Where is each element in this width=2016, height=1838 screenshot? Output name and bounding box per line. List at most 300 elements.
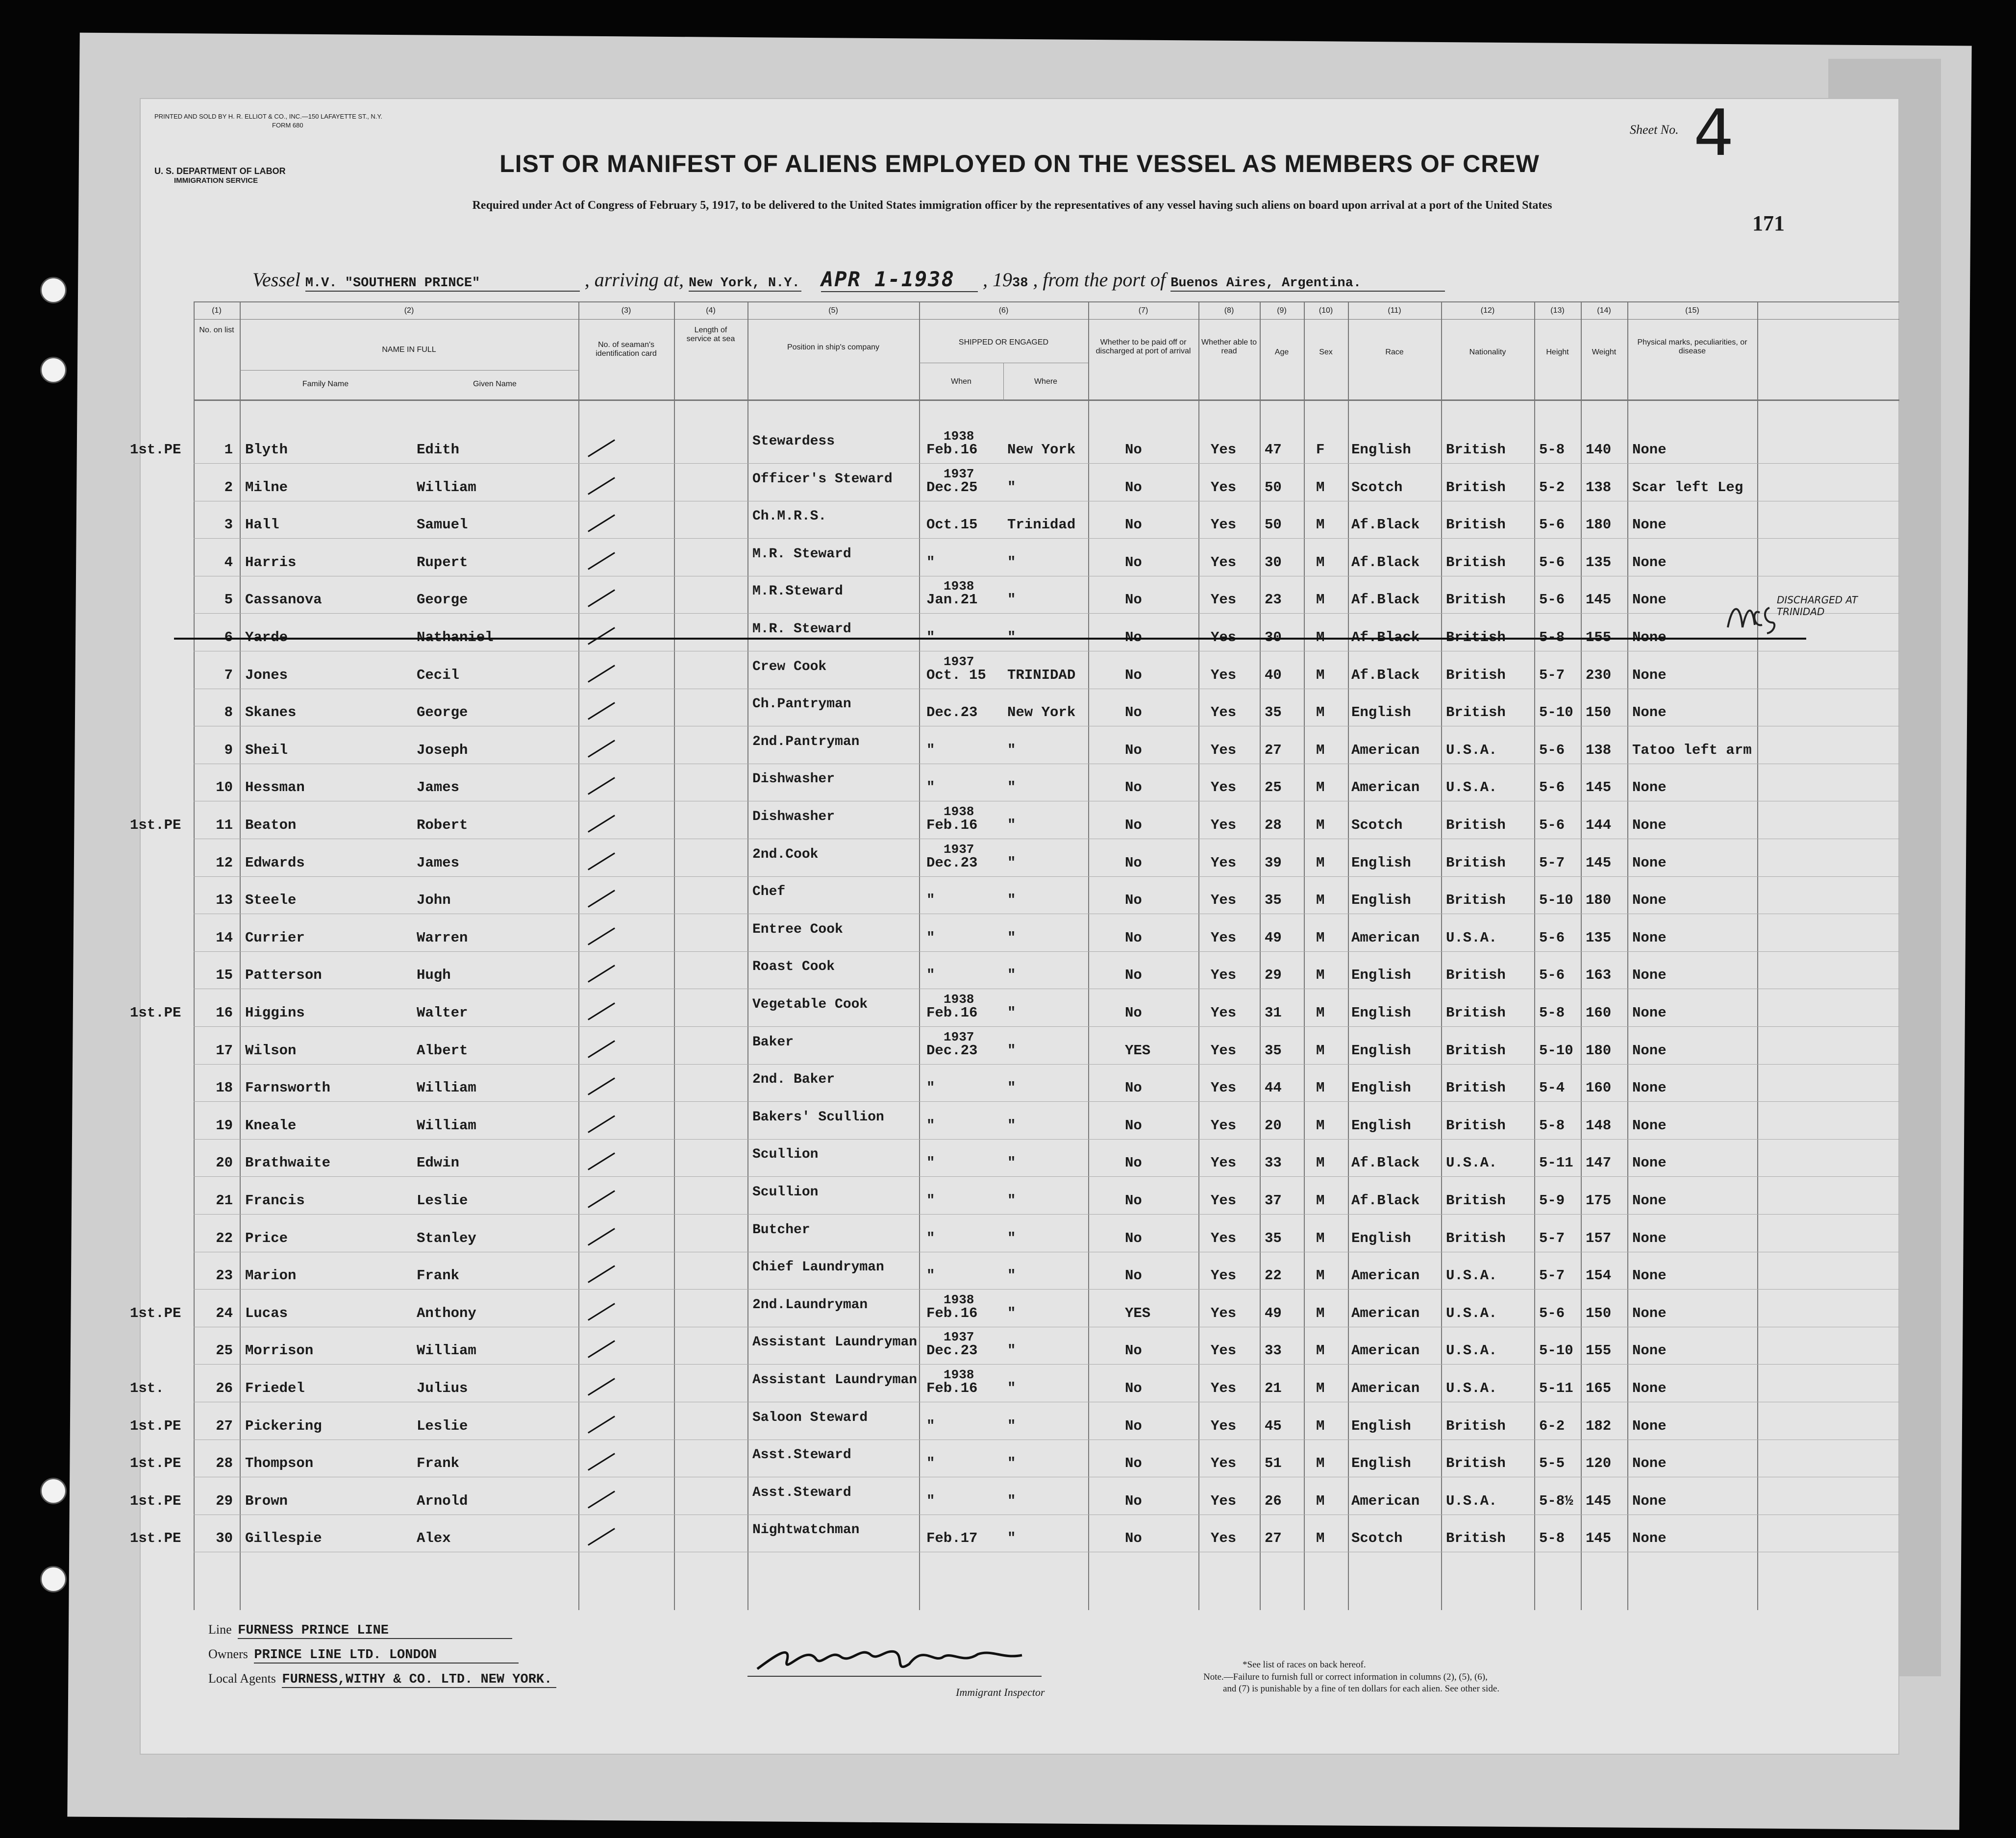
cell-position: Scullion bbox=[752, 1147, 819, 1163]
cell-nat: British bbox=[1446, 667, 1506, 683]
binder-hole bbox=[40, 1566, 67, 1592]
cell-family: Hessman bbox=[245, 779, 305, 796]
footer-line bbox=[208, 1622, 512, 1639]
cell-mark: 1st. bbox=[130, 1380, 164, 1396]
cell-where: " bbox=[1007, 592, 1016, 608]
cell-read: Yes bbox=[1211, 1117, 1237, 1134]
cell-where: New York bbox=[1007, 442, 1076, 458]
cell-family: Lucas bbox=[245, 1305, 288, 1321]
cell-family: Marion bbox=[245, 1267, 297, 1284]
cell-sex: M bbox=[1316, 854, 1325, 871]
check-tick bbox=[588, 1002, 615, 1020]
col-num: (1) bbox=[212, 306, 222, 315]
cell-nat: British bbox=[1446, 892, 1506, 909]
cell-sex: M bbox=[1316, 1042, 1325, 1059]
check-tick bbox=[588, 702, 615, 720]
cell-family: Sheil bbox=[245, 742, 288, 758]
cell-sex: M bbox=[1316, 1455, 1325, 1472]
col-num: (2) bbox=[404, 306, 414, 315]
cell-age: 35 bbox=[1265, 1042, 1282, 1059]
cell-position: Scullion bbox=[752, 1185, 819, 1200]
cell-nat: U.S.A. bbox=[1446, 1492, 1497, 1509]
cell-where: " bbox=[1007, 854, 1016, 871]
cell-read: Yes bbox=[1211, 929, 1237, 946]
cell-where: " bbox=[1007, 1380, 1016, 1396]
cell-nat: British bbox=[1446, 1230, 1506, 1246]
cell-paid: No bbox=[1125, 1380, 1142, 1396]
cell-no: 5 bbox=[224, 592, 233, 608]
cell-age: 40 bbox=[1265, 667, 1282, 683]
cell-paid: No bbox=[1125, 667, 1142, 683]
cell-no: 21 bbox=[216, 1192, 233, 1209]
cell-race: English bbox=[1351, 854, 1411, 871]
cell-age: 33 bbox=[1265, 1155, 1282, 1171]
cell-height: 5-7 bbox=[1539, 1230, 1565, 1246]
cell-position: Asst.Steward bbox=[752, 1447, 851, 1463]
cell-given: William bbox=[417, 1117, 476, 1134]
col-num: (6) bbox=[998, 306, 1009, 315]
cell-sex: M bbox=[1316, 967, 1325, 984]
cell-given: Anthony bbox=[417, 1305, 476, 1321]
cell-where: " bbox=[1007, 929, 1016, 946]
cell-phys: None bbox=[1632, 1005, 1667, 1021]
cell-read: Yes bbox=[1211, 1005, 1237, 1021]
cell-age: 21 bbox=[1265, 1380, 1282, 1396]
cell-sex: M bbox=[1316, 1080, 1325, 1096]
cell-where: " bbox=[1007, 779, 1016, 796]
cell-given: George bbox=[417, 592, 468, 608]
cell-age: 29 bbox=[1265, 967, 1282, 984]
col-num: (15) bbox=[1685, 306, 1699, 315]
cell-when: Dec.23 bbox=[926, 854, 978, 871]
cell-mark: 1st.PE bbox=[130, 1492, 181, 1509]
cell-read: Yes bbox=[1211, 1230, 1237, 1246]
cell-read: Yes bbox=[1211, 554, 1237, 571]
cell-position: Dishwasher bbox=[752, 809, 835, 824]
cell-read: Yes bbox=[1211, 1155, 1237, 1171]
cell-sex: M bbox=[1316, 742, 1325, 758]
service: IMMIGRATION SERVICE bbox=[174, 176, 258, 185]
cell-sex: M bbox=[1316, 1155, 1325, 1171]
check-tick bbox=[588, 1077, 615, 1095]
cell-race: Af.Black bbox=[1351, 517, 1420, 533]
cell-read: Yes bbox=[1211, 1192, 1237, 1209]
cell-height: 5-8 bbox=[1539, 1117, 1565, 1134]
cell-family: Milne bbox=[245, 479, 288, 496]
cell-weight: 145 bbox=[1586, 779, 1612, 796]
cell-position: M.R.Steward bbox=[752, 584, 843, 599]
hdr-id-card: No. of seaman's identification card bbox=[596, 341, 657, 358]
from-port: Buenos Aires, Argentina. bbox=[1170, 276, 1445, 292]
cell-year: 1937 bbox=[944, 654, 974, 669]
inspector-label: Immigrant Inspector bbox=[956, 1686, 1045, 1698]
cell-nat: U.S.A. bbox=[1446, 1305, 1497, 1321]
cell-race: American bbox=[1351, 929, 1420, 946]
cell-no: 28 bbox=[216, 1455, 233, 1472]
cell-year: 1937 bbox=[944, 466, 974, 481]
cell-paid: No bbox=[1125, 704, 1142, 721]
cell-given: Julius bbox=[417, 1380, 468, 1396]
cell-when: Dec.25 bbox=[926, 479, 978, 496]
hdr-sex: Sex bbox=[1319, 348, 1333, 356]
cell-nat: British bbox=[1446, 1417, 1506, 1434]
cell-age: 39 bbox=[1265, 854, 1282, 871]
cell-where: " bbox=[1007, 1455, 1016, 1472]
cell-race: English bbox=[1351, 1080, 1411, 1096]
cell-when: " bbox=[926, 554, 935, 571]
cell-height: 5-6 bbox=[1539, 592, 1565, 608]
cell-weight: 175 bbox=[1586, 1192, 1612, 1209]
check-tick bbox=[588, 665, 615, 682]
cell-race: English bbox=[1351, 1417, 1411, 1434]
cell-sex: M bbox=[1316, 779, 1325, 796]
cell-phys: None bbox=[1632, 1455, 1667, 1472]
cell-weight: 135 bbox=[1586, 929, 1612, 946]
cell-position: 2nd.Laundryman bbox=[752, 1297, 868, 1313]
cell-given: James bbox=[417, 779, 460, 796]
col-num: (12) bbox=[1480, 306, 1495, 315]
cell-where: " bbox=[1007, 1192, 1016, 1209]
cell-no: 14 bbox=[216, 929, 233, 946]
cell-race: Af.Black bbox=[1351, 592, 1420, 608]
check-tick bbox=[588, 852, 615, 870]
cell-race: Scotch bbox=[1351, 1530, 1403, 1547]
cell-sex: M bbox=[1316, 554, 1325, 571]
cell-family: Steele bbox=[245, 892, 297, 909]
cell-nat: British bbox=[1446, 704, 1506, 721]
cell-race: English bbox=[1351, 1117, 1411, 1134]
cell-race: Af.Black bbox=[1351, 1155, 1420, 1171]
cell-family: Patterson bbox=[245, 967, 322, 984]
cell-phys: None bbox=[1632, 1042, 1667, 1059]
cell-nat: British bbox=[1446, 1455, 1506, 1472]
cell-race: English bbox=[1351, 1005, 1411, 1021]
cell-year: 1937 bbox=[944, 842, 974, 857]
cell-phys: None bbox=[1632, 892, 1667, 909]
cell-family: Farnsworth bbox=[245, 1080, 331, 1096]
cell-paid: No bbox=[1125, 929, 1142, 946]
col-num: (10) bbox=[1319, 306, 1333, 315]
cell-phys: None bbox=[1632, 592, 1667, 608]
cell-race: American bbox=[1351, 1492, 1420, 1509]
check-tick bbox=[588, 1341, 615, 1358]
cell-when: Feb.17 bbox=[926, 1530, 978, 1547]
cell-race: English bbox=[1351, 892, 1411, 909]
cell-position: Roast Cook bbox=[752, 959, 835, 975]
note-races: *See list of races on back hereof. bbox=[1243, 1660, 1366, 1670]
check-tick bbox=[588, 1190, 615, 1208]
cell-given: Samuel bbox=[417, 517, 468, 533]
cell-age: 35 bbox=[1265, 704, 1282, 721]
check-tick bbox=[588, 1490, 615, 1508]
cell-family: Friedel bbox=[245, 1380, 305, 1396]
cell-year: 1938 bbox=[944, 579, 974, 594]
cell-nat: British bbox=[1446, 1192, 1506, 1209]
cell-family: Higgins bbox=[245, 1005, 305, 1021]
cell-when: Feb.16 bbox=[926, 1305, 978, 1321]
cell-age: 25 bbox=[1265, 779, 1282, 796]
cell-height: 5-6 bbox=[1539, 929, 1565, 946]
cell-position: M.R. Steward bbox=[752, 621, 851, 637]
cell-race: Scotch bbox=[1351, 817, 1403, 833]
cell-height: 5-11 bbox=[1539, 1380, 1573, 1396]
cell-sex: M bbox=[1316, 929, 1325, 946]
cell-paid: No bbox=[1125, 554, 1142, 571]
cell-race: English bbox=[1351, 1455, 1411, 1472]
cell-weight: 145 bbox=[1586, 1530, 1612, 1547]
cell-where: " bbox=[1007, 1042, 1016, 1059]
margin-note: DISCHARGED AT TRINIDAD bbox=[1777, 594, 1858, 618]
cell-given: James bbox=[417, 854, 460, 871]
cell-family: Jones bbox=[245, 667, 288, 683]
cell-read: Yes bbox=[1211, 1417, 1237, 1434]
cell-paid: No bbox=[1125, 1530, 1142, 1547]
cell-nat: British bbox=[1446, 1042, 1506, 1059]
cell-position: Dishwasher bbox=[752, 771, 835, 787]
hdr-name-in-full: NAME IN FULL bbox=[382, 346, 436, 354]
cell-when: Feb.16 bbox=[926, 1005, 978, 1021]
cell-phys: None bbox=[1632, 1267, 1667, 1284]
cell-paid: No bbox=[1125, 517, 1142, 533]
cell-weight: 150 bbox=[1586, 1305, 1612, 1321]
cell-race: Af.Black bbox=[1351, 554, 1420, 571]
cell-paid: No bbox=[1125, 1267, 1142, 1284]
cell-weight: 154 bbox=[1586, 1267, 1612, 1284]
cell-paid: No bbox=[1125, 742, 1142, 758]
cell-phys: None bbox=[1632, 1492, 1667, 1509]
cell-race: Af.Black bbox=[1351, 1192, 1420, 1209]
check-tick bbox=[588, 439, 615, 457]
cell-weight: 147 bbox=[1586, 1155, 1612, 1171]
cell-position: Bakers' Scullion bbox=[752, 1109, 884, 1125]
cell-when: " bbox=[926, 1417, 935, 1434]
cell-weight: 120 bbox=[1586, 1455, 1612, 1472]
cell-height: 5-6 bbox=[1539, 817, 1565, 833]
cell-family: Skanes bbox=[245, 704, 297, 721]
cell-when: " bbox=[926, 929, 935, 946]
cell-nat: British bbox=[1446, 1005, 1506, 1021]
cell-paid: No bbox=[1125, 779, 1142, 796]
cell-given: Arnold bbox=[417, 1492, 468, 1509]
cell-paid: YES bbox=[1125, 1042, 1151, 1059]
cell-sex: M bbox=[1316, 1230, 1325, 1246]
check-tick bbox=[588, 890, 615, 907]
cell-age: 23 bbox=[1265, 592, 1282, 608]
cell-read: Yes bbox=[1211, 704, 1237, 721]
cell-nat: U.S.A. bbox=[1446, 1267, 1497, 1284]
check-tick bbox=[588, 627, 615, 645]
cell-height: 5-7 bbox=[1539, 1267, 1565, 1284]
cell-weight: 180 bbox=[1586, 517, 1612, 533]
cell-no: 20 bbox=[216, 1155, 233, 1171]
cell-age: 26 bbox=[1265, 1492, 1282, 1509]
cell-weight: 145 bbox=[1586, 854, 1612, 871]
cell-paid: No bbox=[1125, 479, 1142, 496]
cell-height: 5-8 bbox=[1539, 1005, 1565, 1021]
cell-age: 27 bbox=[1265, 1530, 1282, 1547]
cell-nat: U.S.A. bbox=[1446, 1380, 1497, 1396]
vessel-label: Vessel bbox=[252, 269, 300, 291]
cell-sex: M bbox=[1316, 1417, 1325, 1434]
cell-no: 9 bbox=[224, 742, 233, 758]
cell-age: 35 bbox=[1265, 1230, 1282, 1246]
hdr-physical: Physical marks, peculiarities, or disease bbox=[1637, 338, 1747, 355]
cell-where: " bbox=[1007, 967, 1016, 984]
cell-where: " bbox=[1007, 1230, 1016, 1246]
cell-given: William bbox=[417, 1080, 476, 1096]
cell-nat: British bbox=[1446, 1117, 1506, 1134]
cell-read: Yes bbox=[1211, 1342, 1237, 1359]
cell-phys: None bbox=[1632, 1192, 1667, 1209]
cell-weight: 148 bbox=[1586, 1117, 1612, 1134]
cell-family: Brown bbox=[245, 1492, 288, 1509]
cell-phys: None bbox=[1632, 967, 1667, 984]
cell-no: 16 bbox=[216, 1005, 233, 1021]
cell-family: Francis bbox=[245, 1192, 305, 1209]
cell-height: 5-10 bbox=[1539, 1042, 1573, 1059]
page-subtitle: Required under Act of Congress of February 5, 1917, to be delivered to the United States immigration officer by the representatives of any vessel having such aliens on board upon arrival at a port of the United States bbox=[472, 199, 1552, 212]
cell-paid: No bbox=[1125, 967, 1142, 984]
cell-given: Frank bbox=[417, 1267, 460, 1284]
cell-family: Pickering bbox=[245, 1417, 322, 1434]
cell-phys: None bbox=[1632, 517, 1667, 533]
col-num: (14) bbox=[1597, 306, 1611, 315]
strike-through-line bbox=[174, 638, 1806, 640]
binder-hole bbox=[40, 357, 67, 383]
cell-where: " bbox=[1007, 1342, 1016, 1359]
cell-when: " bbox=[926, 1230, 935, 1246]
agents-label: Local Agents bbox=[208, 1671, 276, 1686]
cell-no: 12 bbox=[216, 854, 233, 871]
cell-no: 29 bbox=[216, 1492, 233, 1509]
cell-mark: 1st.PE bbox=[130, 1530, 181, 1547]
date-stamp: APR 1-1938 bbox=[821, 267, 978, 292]
cell-sex: M bbox=[1316, 592, 1325, 608]
cell-when: " bbox=[926, 967, 935, 984]
cell-position: M.R. Steward bbox=[752, 546, 851, 562]
cell-year: 1937 bbox=[944, 1330, 974, 1345]
cell-sex: M bbox=[1316, 1530, 1325, 1547]
cell-weight: 145 bbox=[1586, 592, 1612, 608]
cell-read: Yes bbox=[1211, 1080, 1237, 1096]
cell-position: Nightwatchman bbox=[752, 1522, 860, 1538]
cell-position: Ch.Pantryman bbox=[752, 696, 851, 712]
check-tick bbox=[588, 1453, 615, 1470]
hdr-when: When bbox=[951, 377, 971, 386]
cell-no: 4 bbox=[224, 554, 233, 571]
cell-nat: British bbox=[1446, 479, 1506, 496]
cell-height: 5-6 bbox=[1539, 779, 1565, 796]
cell-when: Oct.15 bbox=[926, 517, 978, 533]
cell-given: Stanley bbox=[417, 1230, 476, 1246]
cell-race: Af.Black bbox=[1351, 667, 1420, 683]
cell-race: Scotch bbox=[1351, 479, 1403, 496]
cell-read: Yes bbox=[1211, 479, 1237, 496]
col-num: (4) bbox=[706, 306, 716, 315]
cell-weight: 165 bbox=[1586, 1380, 1612, 1396]
cell-age: 51 bbox=[1265, 1455, 1282, 1472]
cell-weight: 157 bbox=[1586, 1230, 1612, 1246]
cell-height: 5-7 bbox=[1539, 854, 1565, 871]
note-fine-1: Note.—Failure to furnish full or correct information in columns (2), (5), (6), bbox=[1203, 1672, 1488, 1682]
cell-race: English bbox=[1351, 1042, 1411, 1059]
cell-age: 50 bbox=[1265, 479, 1282, 496]
cell-nat: U.S.A. bbox=[1446, 742, 1497, 758]
cell-age: 31 bbox=[1265, 1005, 1282, 1021]
cell-race: American bbox=[1351, 1342, 1420, 1359]
check-tick bbox=[588, 1416, 615, 1433]
cell-no: 11 bbox=[216, 817, 233, 833]
cell-age: 37 bbox=[1265, 1192, 1282, 1209]
cell-phys: None bbox=[1632, 1155, 1667, 1171]
cell-sex: M bbox=[1316, 667, 1325, 683]
hdr-given-name: Given Name bbox=[473, 380, 517, 388]
cell-no: 22 bbox=[216, 1230, 233, 1246]
cell-height: 5-6 bbox=[1539, 517, 1565, 533]
cell-sex: M bbox=[1316, 1342, 1325, 1359]
cell-nat: British bbox=[1446, 517, 1506, 533]
vessel-line bbox=[252, 267, 1445, 292]
cell-phys: None bbox=[1632, 929, 1667, 946]
cell-position: 2nd.Pantryman bbox=[752, 734, 860, 749]
check-tick bbox=[588, 1303, 615, 1320]
cell-height: 5-8 bbox=[1539, 1530, 1565, 1547]
cell-where: " bbox=[1007, 554, 1016, 571]
cell-family: Edwards bbox=[245, 854, 305, 871]
cell-sex: M bbox=[1316, 1492, 1325, 1509]
cell-mark: 1st.PE bbox=[130, 1305, 181, 1321]
cell-when: Jan.21 bbox=[926, 592, 978, 608]
cell-nat: British bbox=[1446, 554, 1506, 571]
cell-given: Frank bbox=[417, 1455, 460, 1472]
cell-weight: 155 bbox=[1586, 1342, 1612, 1359]
cell-phys: None bbox=[1632, 1080, 1667, 1096]
owners-value: PRINCE LINE LTD. LONDON bbox=[254, 1648, 519, 1664]
cell-sex: F bbox=[1316, 442, 1325, 458]
check-tick bbox=[588, 1115, 615, 1133]
cell-where: " bbox=[1007, 1005, 1016, 1021]
cell-mark: 1st.PE bbox=[130, 1455, 181, 1472]
cell-phys: None bbox=[1632, 854, 1667, 871]
cell-read: Yes bbox=[1211, 817, 1237, 833]
cell-race: American bbox=[1351, 779, 1420, 796]
cell-no: 23 bbox=[216, 1267, 233, 1284]
cell-no: 1 bbox=[224, 442, 233, 458]
cell-where: " bbox=[1007, 1080, 1016, 1096]
cell-year: 1938 bbox=[944, 804, 974, 819]
cell-family: Gillespie bbox=[245, 1530, 322, 1547]
cell-position: Assistant Laundryman bbox=[752, 1372, 918, 1388]
cell-no: 18 bbox=[216, 1080, 233, 1096]
cell-weight: 180 bbox=[1586, 1042, 1612, 1059]
cell-age: 20 bbox=[1265, 1117, 1282, 1134]
cell-phys: None bbox=[1632, 554, 1667, 571]
cell-paid: No bbox=[1125, 1192, 1142, 1209]
cell-weight: 182 bbox=[1586, 1417, 1612, 1434]
cell-race: American bbox=[1351, 1380, 1420, 1396]
cell-height: 5-6 bbox=[1539, 1305, 1565, 1321]
cell-given: Cecil bbox=[417, 667, 460, 683]
check-tick bbox=[588, 477, 615, 495]
cell-where: " bbox=[1007, 1117, 1016, 1134]
cell-read: Yes bbox=[1211, 1305, 1237, 1321]
cell-age: 49 bbox=[1265, 929, 1282, 946]
cell-age: 33 bbox=[1265, 1342, 1282, 1359]
cell-phys: None bbox=[1632, 779, 1667, 796]
cell-year: 1938 bbox=[944, 1292, 974, 1307]
cell-position: Vegetable Cook bbox=[752, 997, 868, 1012]
printer-line: PRINTED AND SOLD BY H. R. ELLIOT & CO., INC.—150 LAFAYETTE ST., N.Y. bbox=[154, 113, 383, 120]
